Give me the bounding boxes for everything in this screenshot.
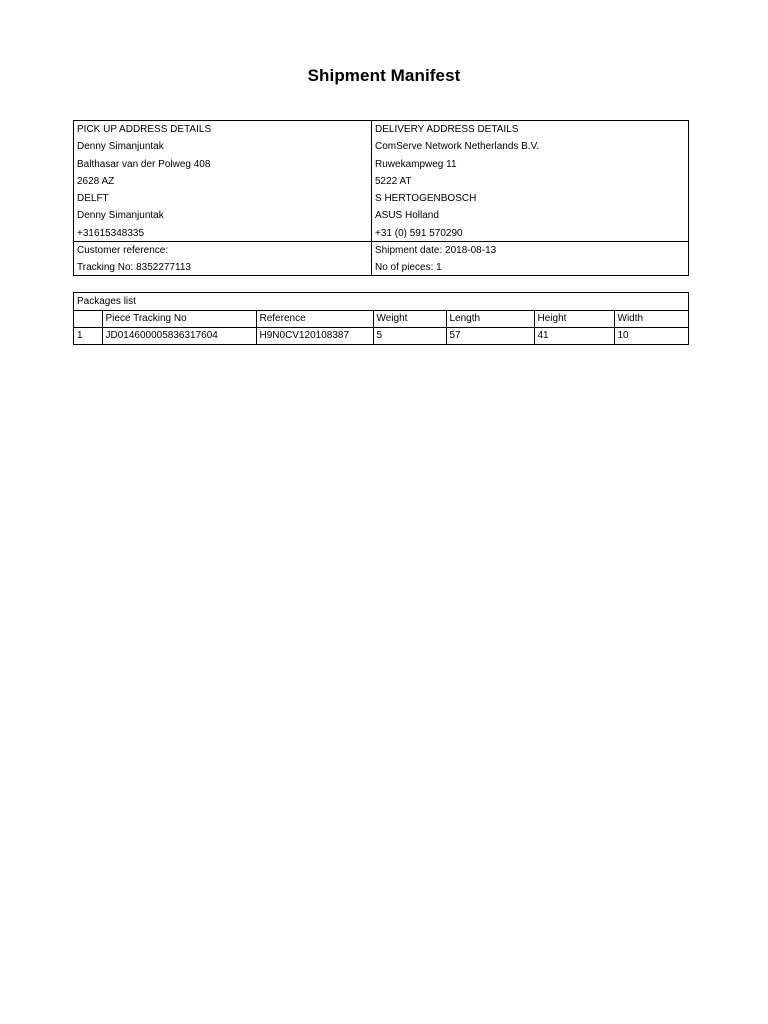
delivery-heading: DELIVERY ADDRESS DETAILS bbox=[375, 124, 519, 135]
customer-reference: Customer reference: bbox=[77, 245, 169, 256]
delivery-postal: 5222 AT bbox=[375, 175, 412, 187]
pickup-phone: +31615348335 bbox=[77, 227, 145, 239]
cell-piece-tracking-no: JD014600005836317604 bbox=[102, 328, 256, 345]
pickup-reference-section bbox=[74, 242, 372, 277]
header-width: Width bbox=[614, 311, 688, 328]
pickup-city: DELFT bbox=[77, 193, 109, 205]
cell-weight: 5 bbox=[373, 328, 446, 345]
header-index bbox=[74, 311, 102, 328]
pickup-heading: PICK UP ADDRESS DETAILS bbox=[77, 124, 212, 135]
header-reference: Reference bbox=[256, 311, 373, 328]
number-of-pieces: No of pieces: 1 bbox=[375, 262, 442, 274]
cell-height: 41 bbox=[534, 328, 614, 345]
packages-caption: Packages list bbox=[74, 293, 688, 311]
cell-width: 10 bbox=[617, 330, 629, 341]
pickup-name: Denny Simanjuntak bbox=[77, 141, 164, 153]
pickup-address bbox=[74, 121, 372, 242]
header-height: Height bbox=[534, 311, 614, 328]
shipment-info-section bbox=[372, 242, 688, 277]
table-header-row bbox=[74, 311, 688, 328]
address-details-box bbox=[73, 120, 689, 276]
cell-length: 57 bbox=[446, 328, 534, 345]
delivery-address bbox=[372, 121, 688, 242]
pickup-street: Balthasar van der Polweg 408 bbox=[77, 158, 211, 170]
shipment-date: Shipment date: 2018-08-13 bbox=[375, 245, 497, 256]
packages-list-box bbox=[73, 292, 689, 345]
header-length: Length bbox=[446, 311, 534, 328]
delivery-phone: +31 (0) 591 570290 bbox=[375, 227, 463, 239]
delivery-contact: ASUS Holland bbox=[375, 210, 439, 222]
header-piece-tracking-no: Piece Tracking No bbox=[102, 311, 256, 328]
pickup-contact: Denny Simanjuntak bbox=[77, 210, 164, 222]
delivery-city: S HERTOGENBOSCH bbox=[375, 193, 477, 205]
pickup-postal: 2628 AZ bbox=[77, 175, 115, 187]
header-weight: Weight bbox=[373, 311, 446, 328]
delivery-name: ComServe Network Netherlands B.V. bbox=[375, 141, 540, 153]
delivery-street: Ruwekampweg 11 bbox=[375, 158, 457, 170]
tracking-number: Tracking No: 8352277113 bbox=[77, 262, 191, 274]
page-title: Shipment Manifest bbox=[307, 66, 461, 85]
packages-table bbox=[74, 311, 688, 344]
cell-index: 1 bbox=[74, 328, 102, 345]
table-row bbox=[74, 328, 688, 345]
cell-reference: H9N0CV120108387 bbox=[256, 328, 373, 345]
